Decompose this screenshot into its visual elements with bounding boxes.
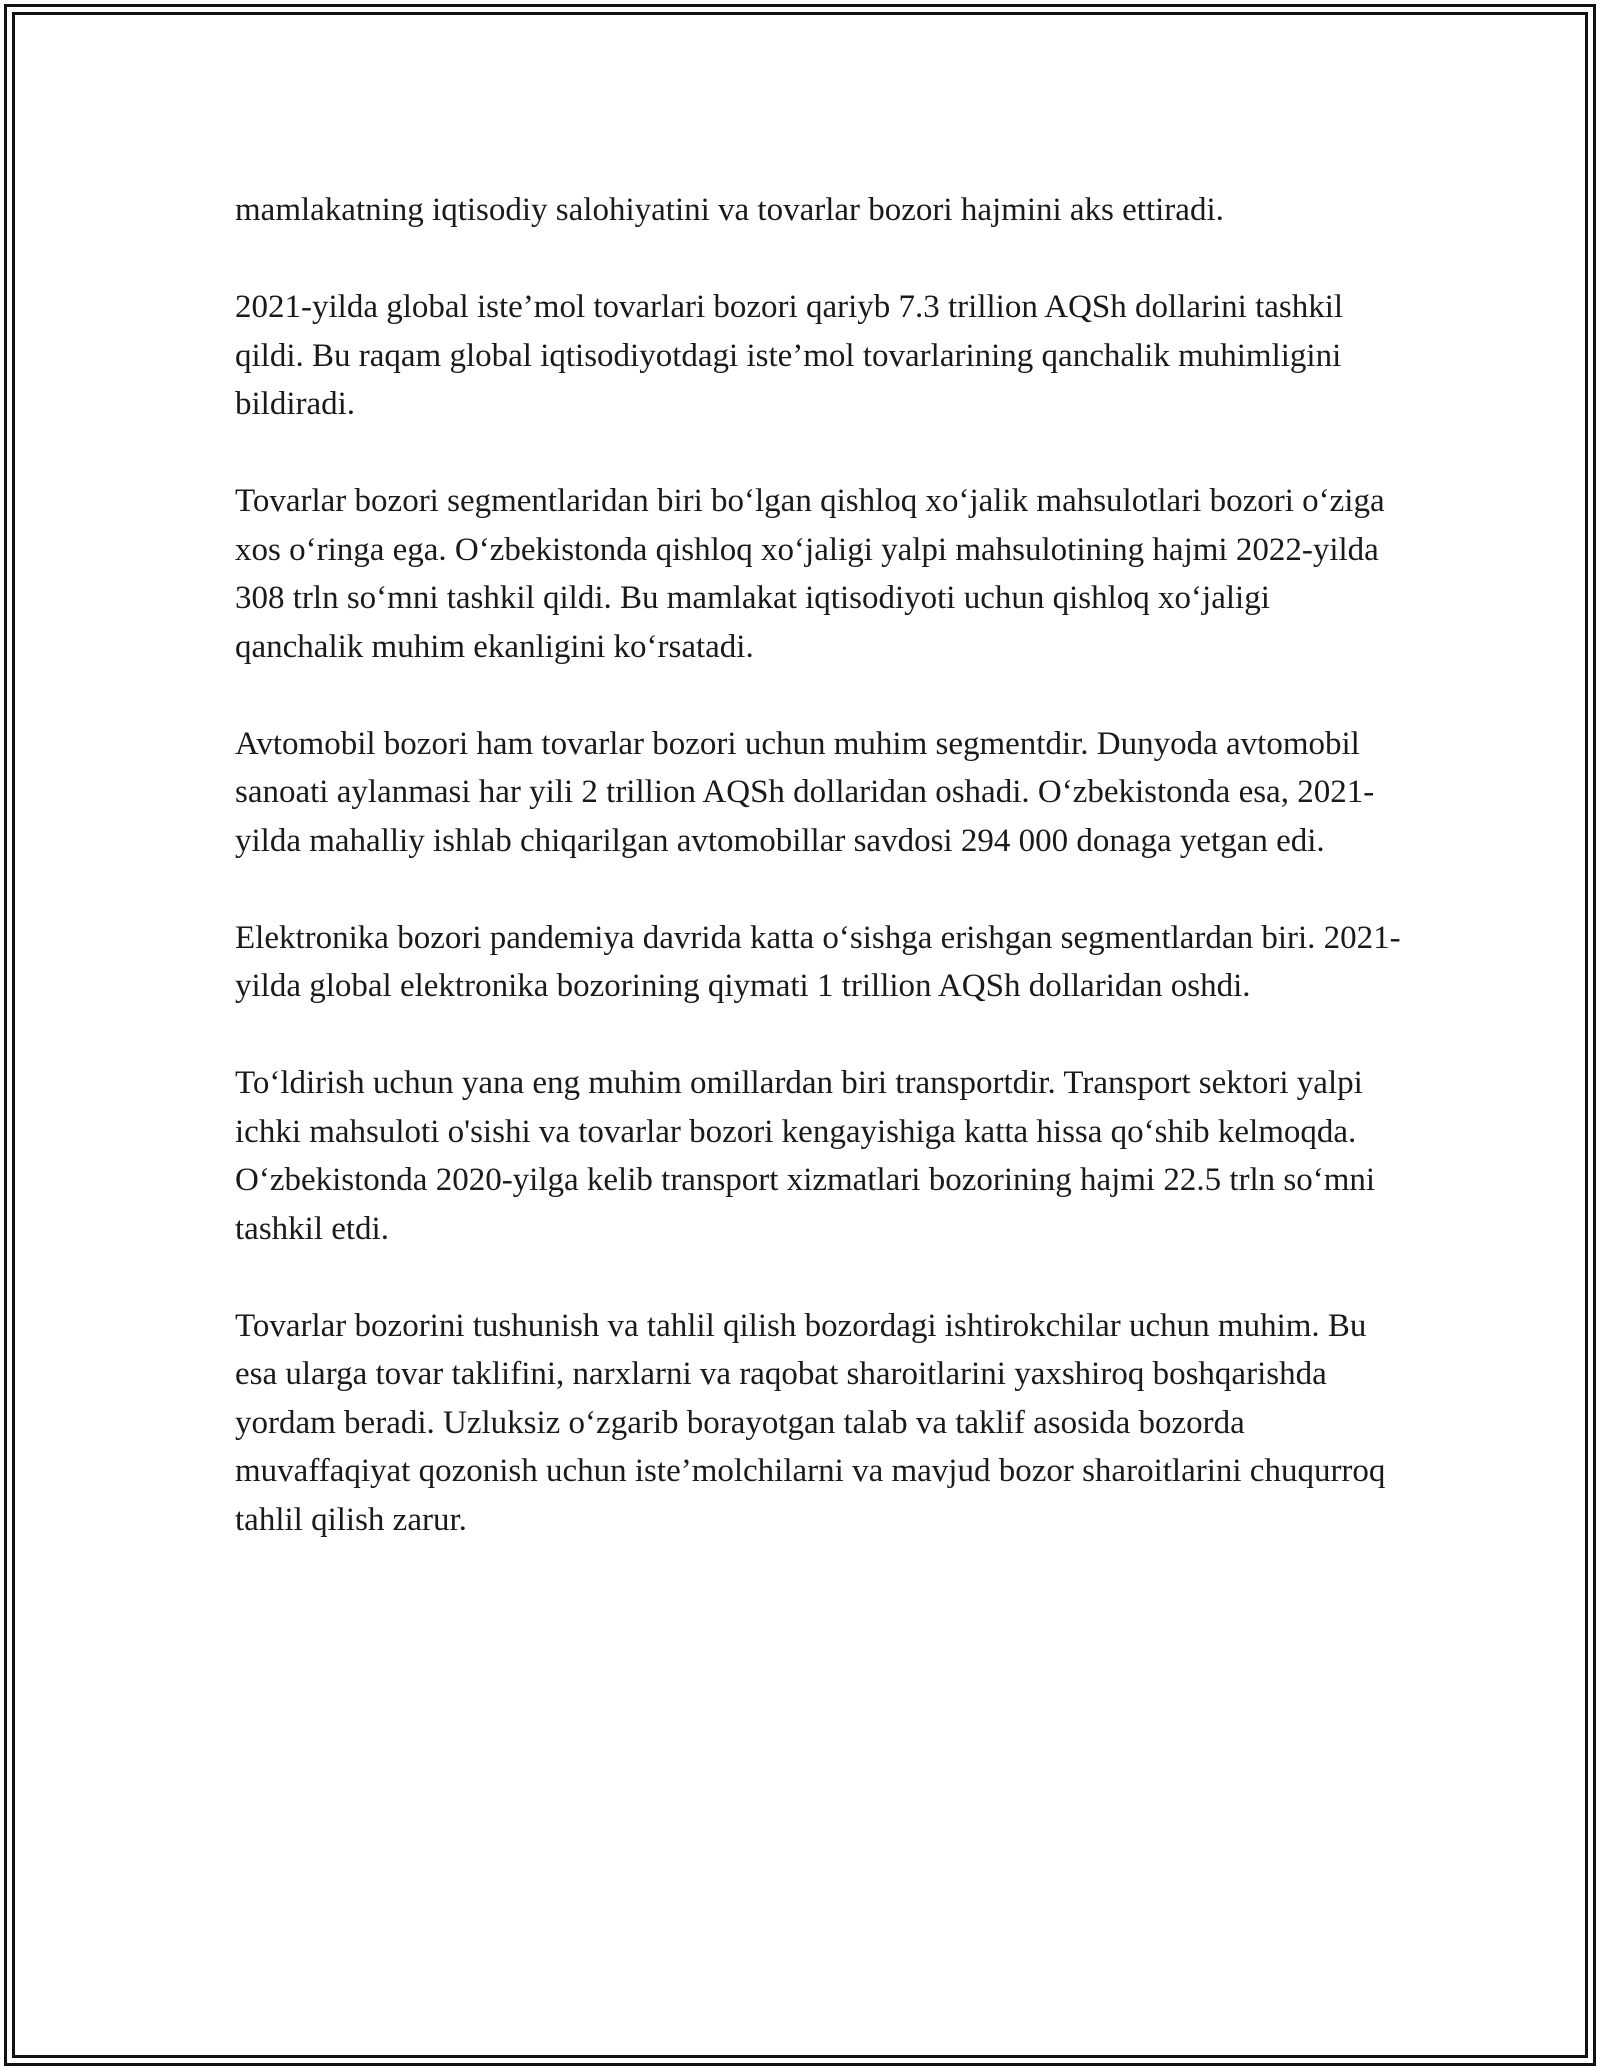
paragraph-6: To‘ldirish uchun yana eng muhim omillardan biri transportdir. Transport sektori yalpi ichki mahsuloti o'sishi va tovarlar bozori kengayishiga katta hissa qo‘shib kelmoqda. O‘zbekistonda 2020-yilga kelib transport xizmatlari bozorining hajmi 22.5 trln so‘mni tashkil etdi. [235, 1065, 1376, 1247]
document-body [235, 186, 1405, 1593]
paragraph-4: Avtomobil bozori ham tovarlar bozori uchun muhim segmentdir. Dunyoda avtomobil sanoati aylanmasi har yili 2 trillion AQSh dollaridan oshadi. O‘zbekistonda esa, 2021-yilda mahalliy ishlab chiqarilgan avtomobillar savdosi 294 000 donaga yetgan edi. [235, 725, 1375, 859]
paragraph-7: Tovarlar bozorini tushunish va tahlil qilish bozordagi ishtirokchilar uchun muhim. Bu esa ularga tovar taklifini, narxlarni va raqobat sharoitlarini yaxshiroq boshqarishda yordam beradi. Uzluksiz o‘zgarib borayotgan talab va taklif asosida bozorda muvaffaqiyat qozonish uchun iste’molchilarni va mavjud bozor sharoitlarini chuqurroq tahlil qilish zarur. [235, 1307, 1386, 1538]
paragraph-5: Elektronika bozori pandemiya davrida katta o‘sishga erishgan segmentlardan biri. 2021-yilda global elektronika bozorining qiymati 1 trillion AQSh dollaridan oshdi. [235, 919, 1401, 1004]
paragraph-1: mamlakatning iqtisodiy salohiyatini va tovarlar bozori hajmini aks ettiradi. [235, 192, 1224, 228]
paragraph-2: 2021-yilda global iste’mol tovarlari bozori qariyb 7.3 trillion AQSh dollarini tashkil qildi. Bu raqam global iqtisodiyotdagi iste’mol tovarlarining qanchalik muhimligini bildiradi. [235, 289, 1344, 422]
paragraph-3: Tovarlar bozori segmentlaridan biri bo‘lgan qishloq xo‘jalik mahsulotlari bozori o‘ziga xos o‘ringa ega. O‘zbekistonda qishloq xo‘jaligi yalpi mahsulotining hajmi 2022-yilda 308 trln so‘mni tashkil qildi. Bu mamlakat iqtisodiyoti uchun qishloq xo‘jaligi qanchalik muhim ekanligini ko‘rsatadi. [235, 483, 1385, 665]
